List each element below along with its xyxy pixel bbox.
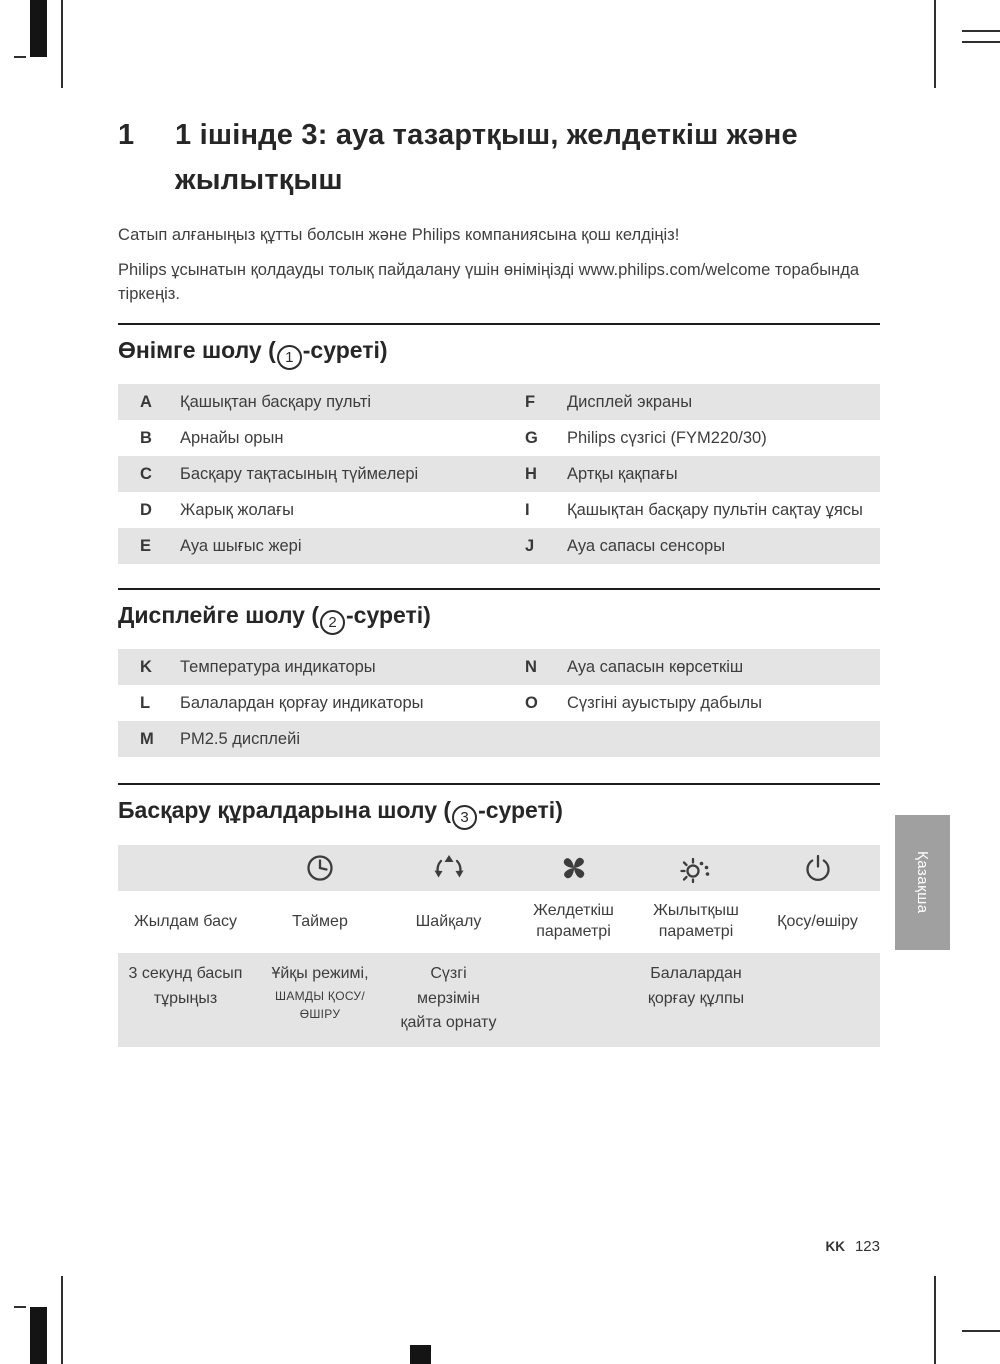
- heading-suffix: -суреті): [302, 337, 388, 364]
- controls-label-row: [118, 891, 880, 953]
- control-action: [637, 953, 755, 1047]
- table-row: [118, 456, 880, 492]
- print-mark-line-top-left: [61, 0, 63, 88]
- control-action: [253, 953, 387, 1047]
- item-key: G: [525, 428, 538, 447]
- table-row: [118, 492, 880, 528]
- chapter-number: 1: [118, 119, 135, 151]
- item-label: Дисплей экраны: [567, 392, 693, 411]
- item-key: C: [140, 464, 152, 483]
- action-text: Сүзгі мерзімін қайта орнату: [400, 964, 497, 1032]
- table-row: [118, 649, 880, 685]
- item-label: Арнайы орын: [180, 428, 284, 447]
- print-mark-line-top-right: [934, 0, 936, 88]
- empty-cell: [118, 845, 253, 891]
- table-row: [118, 685, 880, 721]
- language-code: KK: [825, 1239, 845, 1254]
- print-mark-tick-bottom-right: [962, 1330, 1000, 1332]
- print-mark-line-bottom-left: [61, 1276, 63, 1364]
- control-label: Қосу/өшіру: [777, 912, 858, 930]
- item-key: I: [525, 500, 530, 519]
- page-content: [118, 0, 880, 1047]
- print-mark-bar-bottom-center: [410, 1345, 431, 1364]
- action-subtext: ШАМДЫ ҚОСУ/ӨШІРУ: [275, 988, 365, 1021]
- item-key: B: [140, 428, 152, 447]
- heater-icon: [637, 845, 755, 891]
- section-divider-1: [118, 323, 880, 325]
- side-tab-label: Қазақша: [914, 851, 931, 914]
- section-divider-2: [118, 588, 880, 590]
- item-key: J: [525, 536, 535, 555]
- table-row: [118, 721, 880, 757]
- page-title-line-2: жылытқыш: [175, 163, 343, 196]
- item-key: L: [140, 693, 151, 712]
- control-label: Желдеткіш параметрі: [533, 902, 614, 940]
- item-key: H: [525, 464, 537, 483]
- item-label: Ауа шығыс жері: [180, 536, 302, 555]
- heading-text: Басқару құралдарына шолу (: [118, 797, 452, 824]
- control-action: [387, 953, 510, 1047]
- item-label: Басқару тақтасының түймелері: [180, 464, 419, 483]
- control-label: Жылытқыш параметрі: [653, 902, 739, 940]
- product-overview-table: [118, 384, 880, 564]
- fan-icon: [510, 845, 637, 891]
- action-text: 3 секунд басып тұрыңыз: [128, 964, 243, 1007]
- heading-suffix: -суреті): [346, 602, 431, 629]
- control-action: [118, 953, 253, 1047]
- action-text: Балалардан қорғау құлпы: [647, 964, 745, 1007]
- intro-paragraph-1: Сатып алғаныңыз құтты болсын және Philips компаниясына қош келдіңіз!: [118, 225, 680, 244]
- chapter-title-block: [118, 113, 880, 203]
- item-label: Қашықтан басқару пульті: [180, 392, 372, 411]
- control-label: Шайқалу: [415, 912, 482, 930]
- print-mark-tick-top-right-2: [962, 41, 1000, 43]
- table-row: [118, 420, 880, 456]
- item-label: Температура индикаторы: [180, 657, 376, 676]
- controls-icon-row: [118, 845, 880, 891]
- item-label: Қашықтан басқару пультін сақтау ұясы: [567, 500, 863, 519]
- circled-number-3-icon: 3: [452, 805, 477, 830]
- item-label: Артқы қақпағы: [567, 464, 678, 483]
- swing-icon: [387, 845, 510, 891]
- item-label: Ауа сапасын көрсеткіш: [567, 657, 744, 676]
- item-key: M: [140, 729, 154, 748]
- print-mark-bar-top-left: [30, 0, 47, 57]
- power-icon: [755, 845, 880, 891]
- section-divider-3: [118, 783, 880, 785]
- print-mark-tick-top-left: [14, 56, 26, 58]
- print-mark-line-bottom-right: [934, 1276, 936, 1364]
- item-label: Балалардан қорғау индикаторы: [180, 693, 424, 712]
- controls-action-row: [118, 953, 880, 1047]
- print-mark-bar-bottom-left: [30, 1307, 47, 1364]
- print-mark-tick-bottom-left: [14, 1306, 26, 1308]
- print-mark-tick-top-right-1: [962, 30, 1000, 32]
- section-heading-product: [118, 334, 880, 370]
- heading-suffix: -суреті): [478, 797, 563, 824]
- item-key: N: [525, 657, 537, 676]
- item-key: O: [525, 693, 538, 712]
- item-key: K: [140, 657, 152, 676]
- item-label: Сүзгіні ауыстыру дабылы: [567, 693, 762, 712]
- item-label: PM2.5 дисплейі: [180, 729, 300, 748]
- control-label: Жылдам басу: [134, 912, 237, 930]
- controls-table: [118, 845, 880, 1047]
- item-label: Ауа сапасы сенсоры: [567, 536, 726, 555]
- page-number: 123: [854, 1238, 880, 1255]
- page-title-line-1: 1 ішінде 3: ауа тазартқыш, желдеткіш және: [175, 119, 798, 151]
- table-row: [118, 384, 880, 420]
- display-overview-table: [118, 649, 880, 757]
- item-key: D: [140, 500, 152, 519]
- control-action: [755, 953, 880, 1047]
- control-label: Таймер: [292, 912, 348, 930]
- circled-number-2-icon: 2: [320, 610, 345, 635]
- item-key: E: [140, 536, 152, 555]
- section-heading-display: [118, 599, 880, 635]
- item-key: F: [525, 392, 536, 411]
- intro-paragraph-2: Philips ұсынатын қолдауды толық пайдалану үшін өніміңізді www.philips.com/welcome торабында тіркеңіз.: [118, 260, 860, 304]
- page-footer: [118, 1238, 880, 1256]
- language-side-tab: [895, 815, 950, 950]
- page-title: [175, 113, 798, 203]
- item-key: A: [140, 392, 152, 411]
- heading-text: Дисплейге шолу (: [118, 602, 320, 629]
- clock-icon: [253, 845, 387, 891]
- section-heading-controls: [118, 794, 880, 830]
- heading-text: Өнімге шолу (: [118, 337, 276, 364]
- table-row: [118, 528, 880, 564]
- control-action: [510, 953, 637, 1047]
- circled-number-1-icon: 1: [277, 345, 302, 370]
- action-text: Ұйқы режимі,: [271, 964, 369, 982]
- item-label: Philips сүзгісі (FYM220/30): [567, 428, 767, 447]
- item-label: Жарық жолағы: [180, 500, 294, 519]
